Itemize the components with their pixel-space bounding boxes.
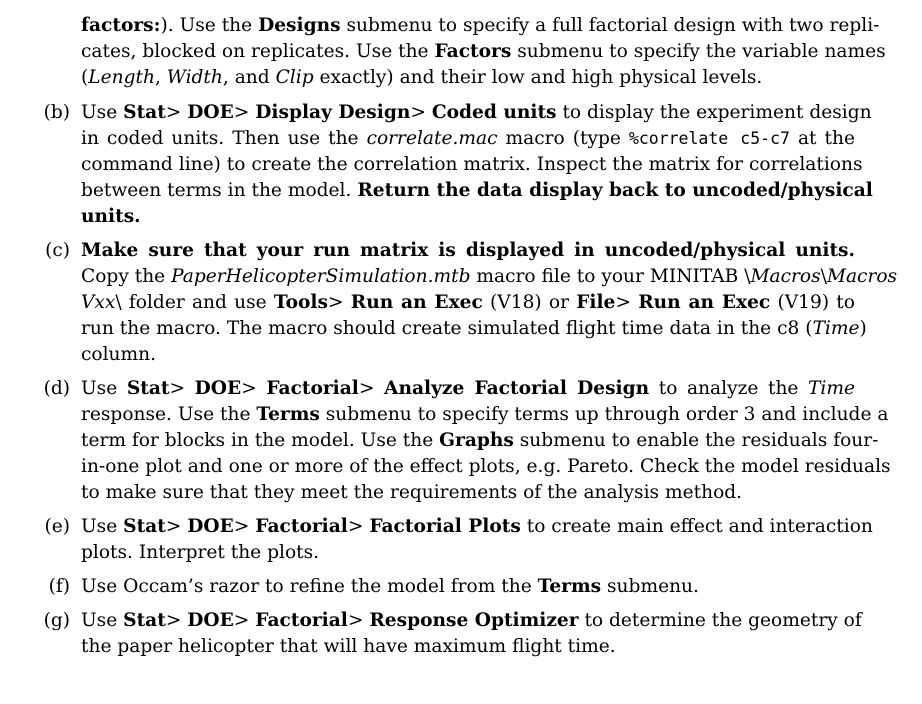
text-run: ). Use the xyxy=(160,15,259,36)
item-e-line-1 xyxy=(81,514,873,540)
item-c-line-3 xyxy=(81,290,855,316)
text-run: macro (type xyxy=(497,128,629,149)
text-run: > xyxy=(327,292,351,313)
text-run: Vxx xyxy=(81,292,116,313)
item-d-line-1 xyxy=(81,376,855,402)
text-run: Stat xyxy=(123,102,166,123)
item-f-line-1 xyxy=(81,574,855,600)
text-run: Designs xyxy=(258,15,341,36)
text-run: Macros xyxy=(826,266,898,287)
text-run: > xyxy=(410,102,432,123)
text-run: , and xyxy=(222,67,276,88)
text-run: correlate.mac xyxy=(366,128,498,149)
item-c-label: (c) xyxy=(45,240,70,261)
text-run: > xyxy=(233,610,256,631)
text-run: \ folder and use xyxy=(115,292,274,313)
item-d-line-2 xyxy=(81,402,889,428)
text-run: Graphs xyxy=(439,430,514,451)
text-run: DOE xyxy=(194,378,242,399)
item-g-line-1 xyxy=(81,608,862,634)
text-run: cates, blocked on replicates. Use the xyxy=(81,41,435,62)
item-c-line-5 xyxy=(81,342,855,368)
text-run: > xyxy=(165,516,188,537)
text-run: Use Occam’s razor to refine the model from the xyxy=(81,576,538,597)
text-run: , xyxy=(154,67,167,88)
text-run: (V19) to xyxy=(770,292,855,313)
text-run: Use xyxy=(81,516,124,537)
text-run: > xyxy=(165,610,188,631)
text-run: submenu. xyxy=(601,576,699,597)
text-run: > xyxy=(169,378,195,399)
text-run: Use xyxy=(81,610,124,631)
text-run: response. Use the xyxy=(81,404,257,425)
text-run: Width xyxy=(166,67,223,88)
text-run: submenu to enable the residuals four- xyxy=(513,430,879,451)
text-run: Terms xyxy=(537,576,602,597)
text-run: Response Optimizer xyxy=(369,610,579,631)
text-run: Run an Exec xyxy=(638,292,771,313)
item-b-line-5 xyxy=(81,204,855,230)
text-run: > xyxy=(347,610,370,631)
text-run: exactly) and their low and high physical levels. xyxy=(313,67,763,88)
item-c-line-4 xyxy=(81,316,867,342)
text-run: Factorial Plots xyxy=(369,516,521,537)
text-run: submenu to specify a full factorial design with two repli- xyxy=(340,15,880,36)
text-run: DOE xyxy=(187,610,234,631)
item-c-line-2 xyxy=(81,264,898,290)
text-run: at the xyxy=(789,128,855,149)
text-run: File xyxy=(576,292,616,313)
item-d-line-3 xyxy=(81,428,879,454)
item-b-line-2 xyxy=(81,126,855,152)
text-run: (V18) or xyxy=(482,292,577,313)
text-run: DOE xyxy=(187,102,234,123)
text-run: term for blocks in the model. Use the xyxy=(81,430,440,451)
text-run: Clip xyxy=(275,67,314,88)
text-run: Factorial xyxy=(266,378,359,399)
text-run: > xyxy=(165,102,188,123)
text-run: to display the experiment design xyxy=(556,102,872,123)
text-run: > xyxy=(233,102,256,123)
item-b-line-1 xyxy=(81,100,872,126)
text-run: Coded units xyxy=(431,102,557,123)
text-run: Return the data display back to uncoded/physical xyxy=(357,180,873,201)
text-run: macro file to your MINITAB \ xyxy=(470,266,751,287)
text-run: to determine the geometry of xyxy=(578,610,862,631)
text-run: Terms xyxy=(256,404,320,425)
text-run: Stat xyxy=(123,610,166,631)
item-g-line-2 xyxy=(81,634,855,660)
text-run: DOE xyxy=(187,516,234,537)
text-run: Factorial xyxy=(255,610,348,631)
text-run: > xyxy=(615,292,639,313)
text-run: \ xyxy=(820,266,827,287)
text-run: Use xyxy=(81,102,124,123)
text-run: in coded units. Then use the xyxy=(81,128,367,149)
text-run: to create main effect and interaction xyxy=(520,516,873,537)
item-b-line-4 xyxy=(81,178,873,204)
intro-line-1 xyxy=(81,13,880,39)
text-run: factors: xyxy=(81,15,161,36)
text-run: ) xyxy=(859,318,867,339)
text-run: > xyxy=(347,516,370,537)
text-run: the paper helicopter that will have maximum flight time. xyxy=(81,636,616,657)
text-run: > xyxy=(241,378,267,399)
text-run: to analyze the xyxy=(649,378,809,399)
text-run: submenu to specify terms up through order 3 and include a xyxy=(319,404,889,425)
text-run: Time xyxy=(812,318,860,339)
text-run: Analyze Factorial Design xyxy=(384,378,650,399)
text-run: Macros xyxy=(750,266,821,287)
text-run: Stat xyxy=(126,378,170,399)
text-run: Factorial xyxy=(255,516,348,537)
intro-line-3 xyxy=(81,65,855,91)
item-c-line-1 xyxy=(81,238,855,264)
item-g-label: (g) xyxy=(43,610,70,631)
text-run: > xyxy=(358,378,385,399)
text-run: between terms in the model. xyxy=(81,180,358,201)
text-run: Factors xyxy=(434,41,512,62)
text-run: column. xyxy=(81,344,157,365)
text-run: > xyxy=(233,516,256,537)
text-run: Make sure that your run matrix is displayed in uncoded/physical units. xyxy=(81,240,855,261)
text-run: command line) to create the correlation matrix. Inspect the matrix for correlations xyxy=(81,154,863,175)
text-run: in-one plot and one or more of the effect plots, e.g. Pareto. Check the model residuals xyxy=(81,456,891,477)
text-run: Display Design xyxy=(255,102,411,123)
text-run: ( xyxy=(81,67,89,88)
text-run: to make sure that they meet the requirements of the analysis method. xyxy=(81,482,743,503)
text-run: units. xyxy=(81,206,141,227)
text-run: Run an Exec xyxy=(350,292,483,313)
text-run: Copy the xyxy=(81,266,172,287)
text-run: Time xyxy=(808,378,856,399)
item-e-line-2 xyxy=(81,540,855,566)
item-d-line-5 xyxy=(81,480,855,506)
text-run: PaperHelicopterSimulation.mtb xyxy=(171,266,471,287)
text-run: plots. Interpret the plots. xyxy=(81,542,320,563)
text-run: Use xyxy=(81,378,127,399)
text-run: Length xyxy=(88,67,155,88)
item-f-label: (f) xyxy=(48,576,70,597)
item-e-label: (e) xyxy=(44,516,70,537)
item-b-line-3 xyxy=(81,152,863,178)
item-d-label: (d) xyxy=(43,378,70,399)
text-run: run the macro. The macro should create simulated flight time data in the c8 ( xyxy=(81,318,813,339)
text-run: Stat xyxy=(123,516,166,537)
item-b-label: (b) xyxy=(43,102,70,123)
text-run: %correlate c5-c7 xyxy=(628,129,790,148)
text-run: submenu to specify the variable names xyxy=(511,41,886,62)
intro-line-2 xyxy=(81,39,886,65)
text-run: Tools xyxy=(273,292,328,313)
item-d-line-4 xyxy=(81,454,891,480)
